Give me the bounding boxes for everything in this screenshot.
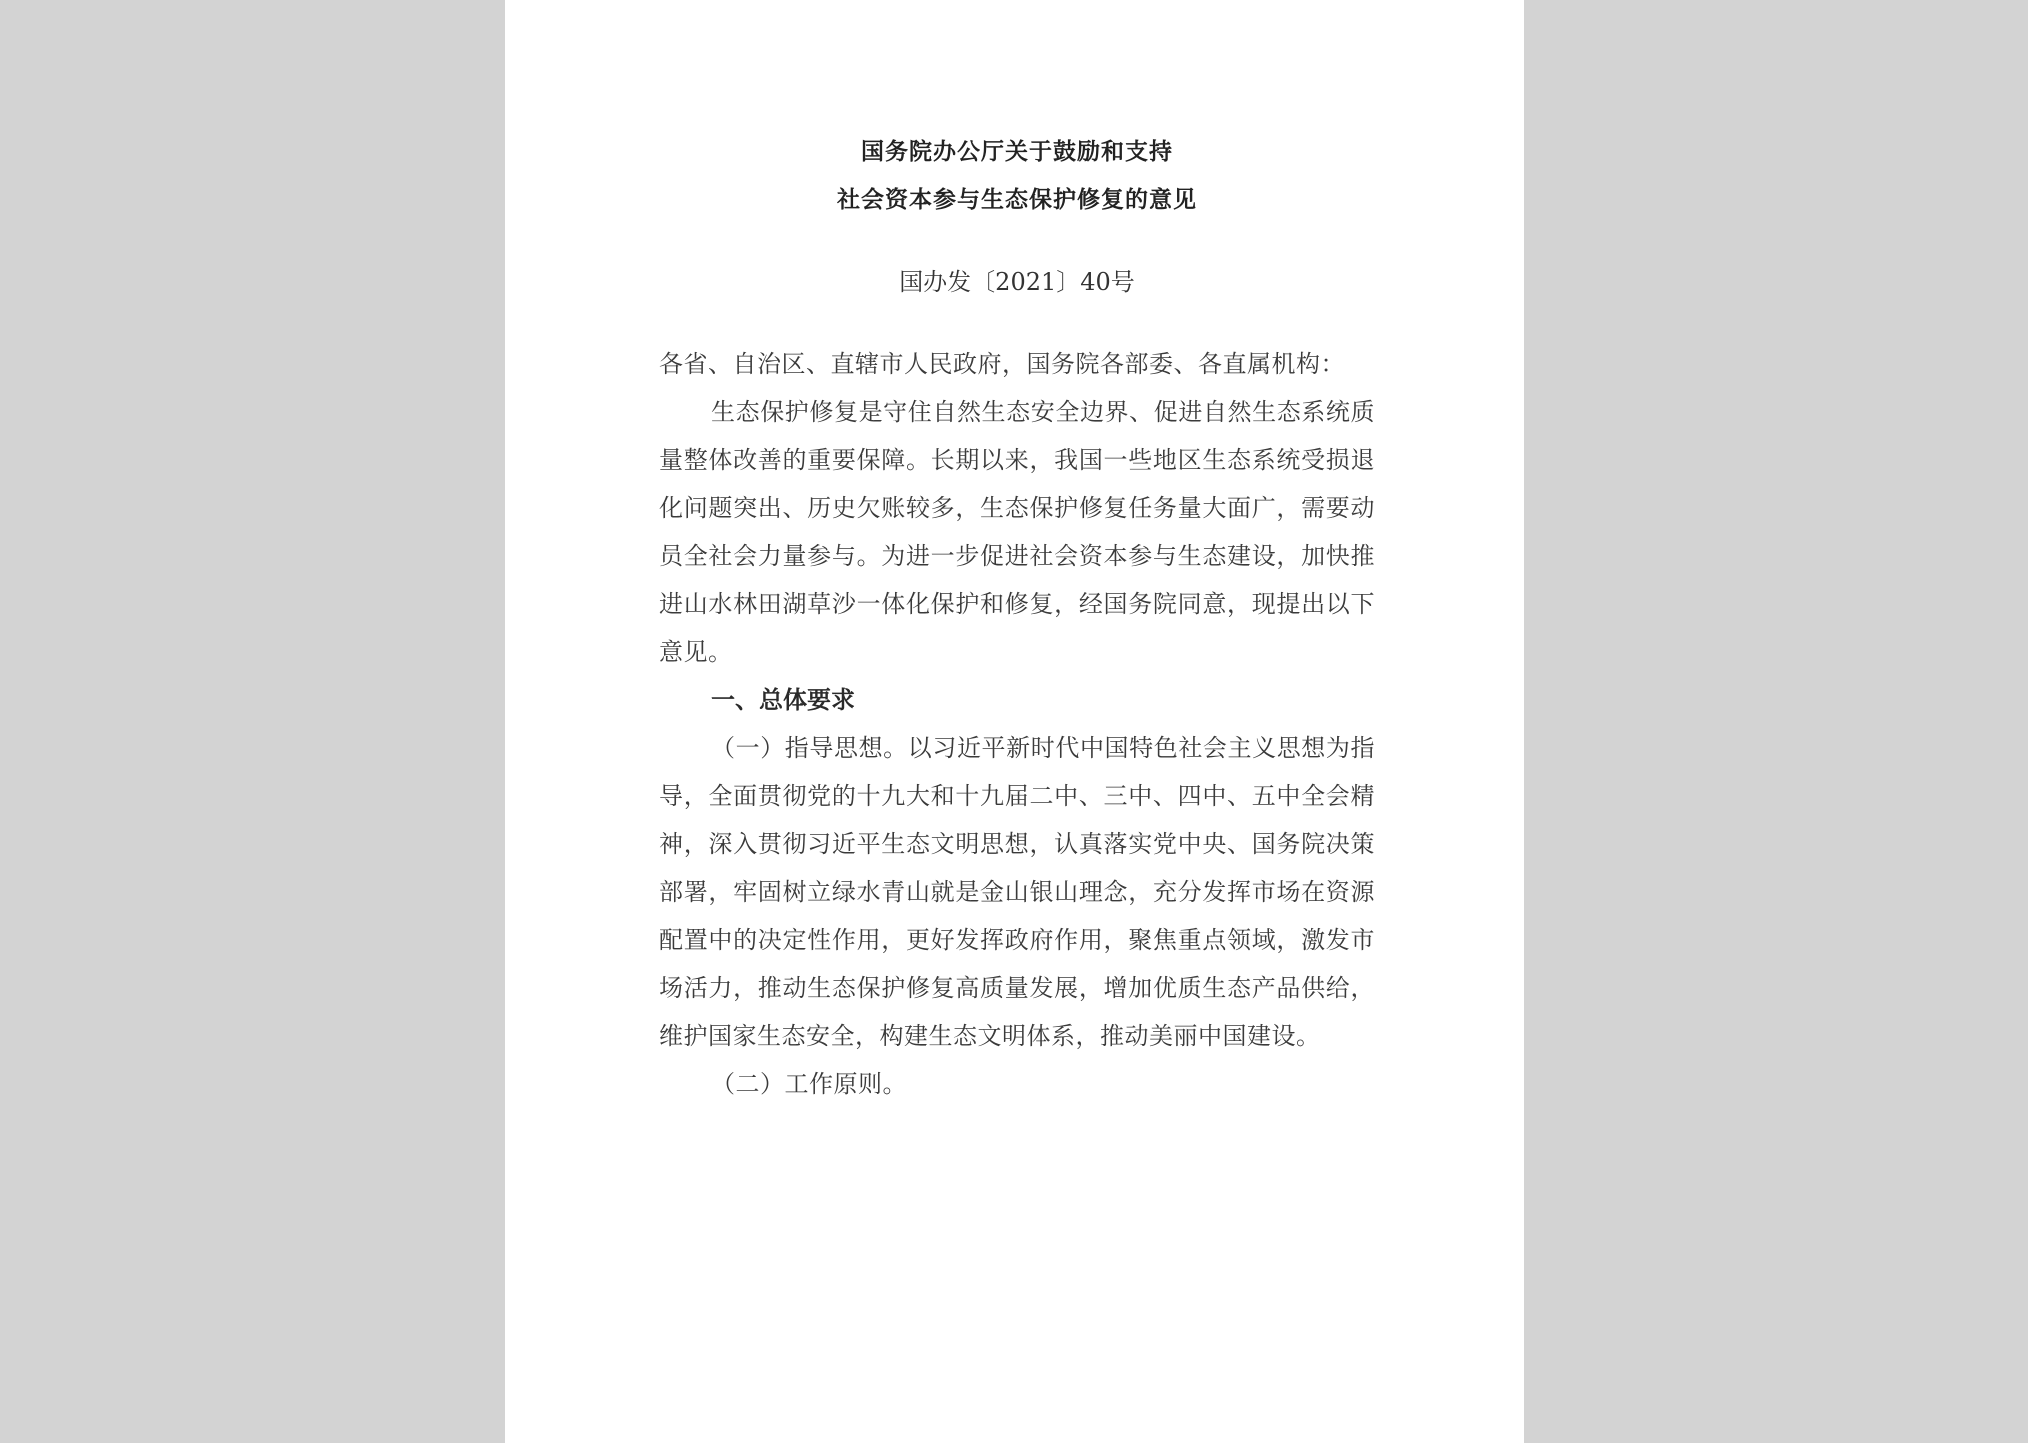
title-line-1: 国务院办公厅关于鼓励和支持 xyxy=(861,138,1173,165)
title-line-2: 社会资本参与生态保护修复的意见 xyxy=(837,186,1197,213)
intro-paragraph: 生态保护修复是守住自然生态安全边界、促进自然生态系统质量整体改善的重要保障。长期以来，我国一些地区生态系统受损退化问题突出、历史欠账较多，生态保护修复任务量大面广，需要动员全社会力量参与。为进一步促进社会资本参与生态建设，加快推进山水林田湖草沙一体化保护和修复，经国务院同意，现提出以下意见。 xyxy=(659,398,1375,666)
working-principles-paragraph: （二）工作原则。 xyxy=(711,1070,907,1098)
document-title xyxy=(659,128,1375,224)
document-content xyxy=(659,128,1375,1108)
addressee-paragraph: 各省、自治区、直辖市人民政府，国务院各部委、各直属机构： xyxy=(659,350,1345,378)
document-page xyxy=(505,0,1524,1443)
section-heading-general-requirements: 一、总体要求 xyxy=(711,685,855,714)
guiding-ideology-paragraph: （一）指导思想。以习近平新时代中国特色社会主义思想为指导，全面贯彻党的十九大和十九届二中、三中、四中、五中全会精神，深入贯彻习近平生态文明思想，认真落实党中央、国务院决策部署，牢固树立绿水青山就是金山银山理念，充分发挥市场在资源配置中的决定性作用，更好发挥政府作用，聚焦重点领域，激发市场活力，推动生态保护修复高质量发展，增加优质生态产品供给，维护国家生态安全，构建生态文明体系，推动美丽中国建设。 xyxy=(659,734,1375,1050)
document-number: 国办发〔2021〕40号 xyxy=(899,268,1135,296)
